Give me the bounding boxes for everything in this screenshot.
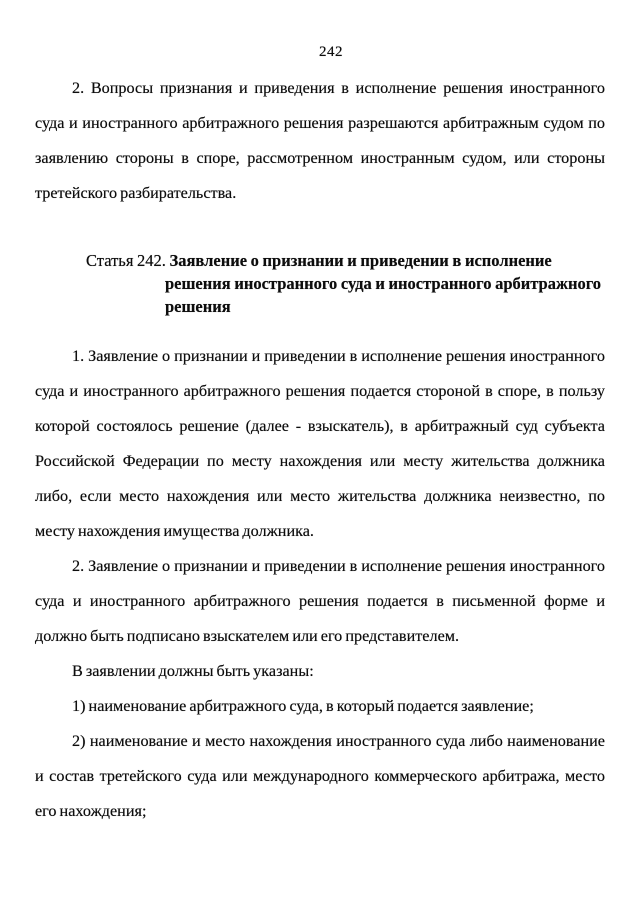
- article-paragraph-1: 1. Заявление о признании и приведении в исполнение решения иностранного суда и иностранного арбитражного решения подается стороной в споре, в пользу которой состоялось решение (далее - взыскатель), в арбитражный суд субъекта Российской Федерации по месту нахождения или месту жительства должника либо, если место нахождения или место жительства должника неизвестно, по месту нахождения имущества должника.: [35, 347, 605, 540]
- article-number-label: Статья 242.: [86, 251, 166, 270]
- article-heading: [86, 249, 617, 318]
- article-title: Заявление о признании и приведении в исполнение решения иностранного суда и иностранного арбитражного решения: [165, 251, 602, 316]
- requirements-intro-line: В заявлении должны быть указаны:: [72, 662, 314, 680]
- intro-paragraph: 2. Вопросы признания и приведения в исполнение решения иностранного суда и иностранного арбитражного решения разрешаются арбитражным судом по заявлению стороны в споре, рассмотренном иностранным судом, или стороны третейского разбирательства.: [35, 79, 605, 202]
- requirements-list-item-1: 1) наименование арбитражного суда, в который подается заявление;: [72, 697, 534, 715]
- article-paragraph-2: 2. Заявление о признании и приведении в исполнение решения иностранного суда и иностранного арбитражного решения подается в письменной форме и должно быть подписано взыскателем или его представителем.: [35, 557, 605, 645]
- page-number: 242: [319, 44, 343, 60]
- requirements-list-item-2: 2) наименование и место нахождения иностранного суда либо наименование и состав третейского суда или международного коммерческого арбитража, место его нахождения;: [35, 732, 605, 820]
